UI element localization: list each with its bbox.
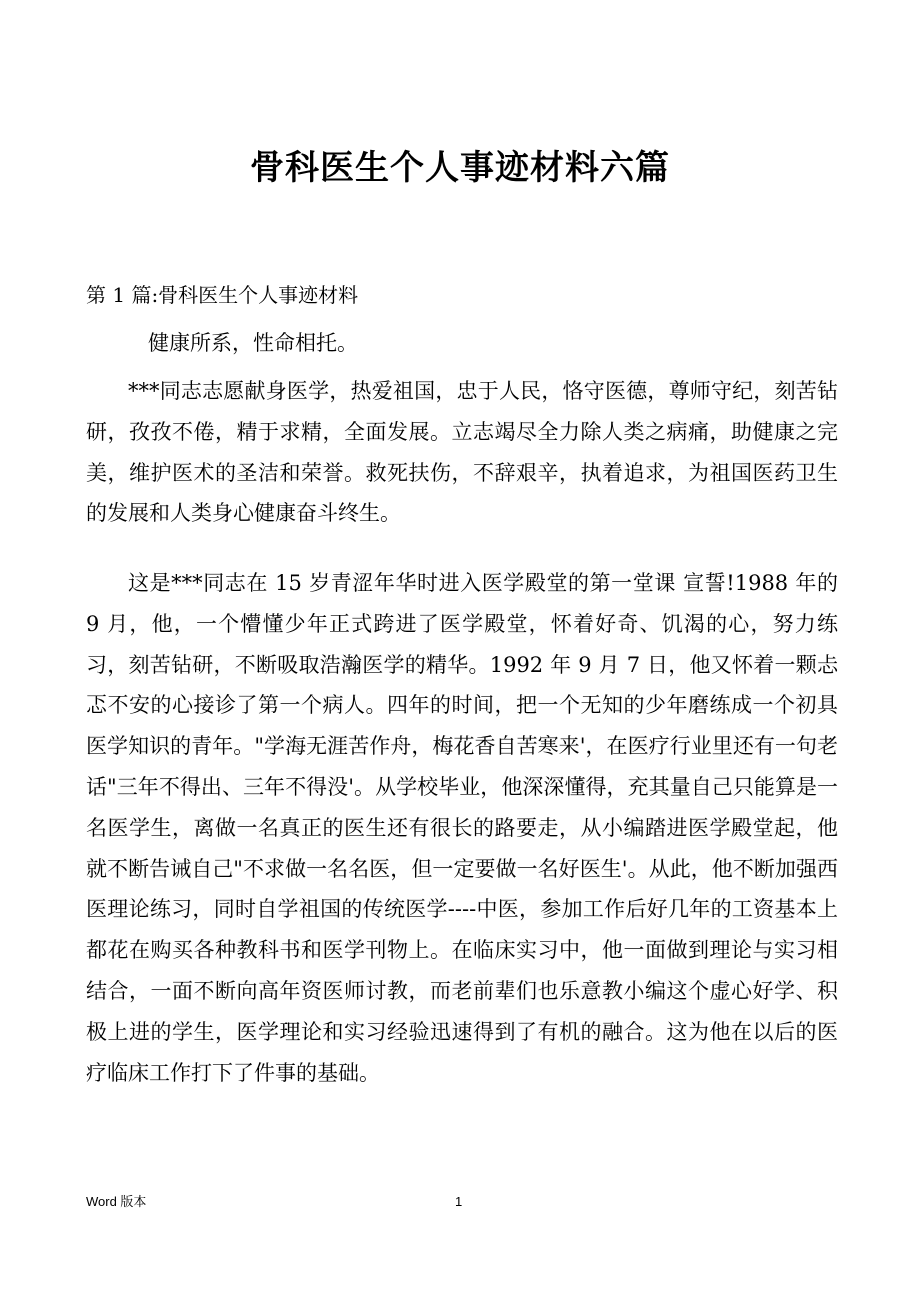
- footer-label: Word 版本: [86, 1194, 147, 1209]
- document-title: 骨科医生个人事迹材料六篇: [250, 148, 670, 188]
- page-number: 1: [455, 1194, 463, 1209]
- section-heading: 第 1 篇:骨科医生个人事迹材料: [86, 283, 359, 307]
- motto-line: 健康所系，性命相托。: [148, 331, 358, 355]
- body-paragraph: ***同志志愿献身医学，热爱祖国，忠于人民，恪守医德，尊师守纪，刻苦钻研，孜孜不倦，精于求精，全面发展。立志竭尽全力除人类之病痛，助健康之完美，维护医术的圣洁和荣誉。救死扶伤，不辞艰辛，执着追求，为祖国医药卫生的发展和人类身心健康奋斗终生。: [86, 379, 838, 526]
- body-paragraph: 这是***同志在 15 岁青涩年华时进入医学殿堂的第一堂课 宣誓!1988 年的 9 月，他，一个懵懂少年正式跨进了医学殿堂，怀着好奇、饥渴的心，努力练习，刻苦钻研，不断吸取浩瀚医学的精华。1992 年 9 月 7 日，他又怀着一颗忐忑不安的心接诊了第一个病人。四年的时间，把一个无知的少年磨练成一个初具医学知识的青年。"学海无涯苦作舟，梅花香自苦寒来'，在医疗行业里还有一句老话"三年不得出、三年不得没'。从学校毕业，他深深懂得，充其量自己只能算是一名医学生，离做一名真正的医生还有很长的路要走，从小编踏进医学殿堂起，他就不断告诫自己"不求做一名名医，但一定要做一名好医生'。从此，他不断加强西医理论练习，同时自学祖国的传统医学----中医，参加工作后好几年的工资基本上都花在购买各种教科书和医学刊物上。在临床实习中，他一面做到理论与实习相结合，一面不断向高年资医师讨教，而老前辈们也乐意教小编这个虚心好学、积极上进的学生，医学理论和实习经验迅速得到了有机的融合。这为他在以后的医疗临床工作打下了件事的基础。: [86, 571, 838, 1085]
